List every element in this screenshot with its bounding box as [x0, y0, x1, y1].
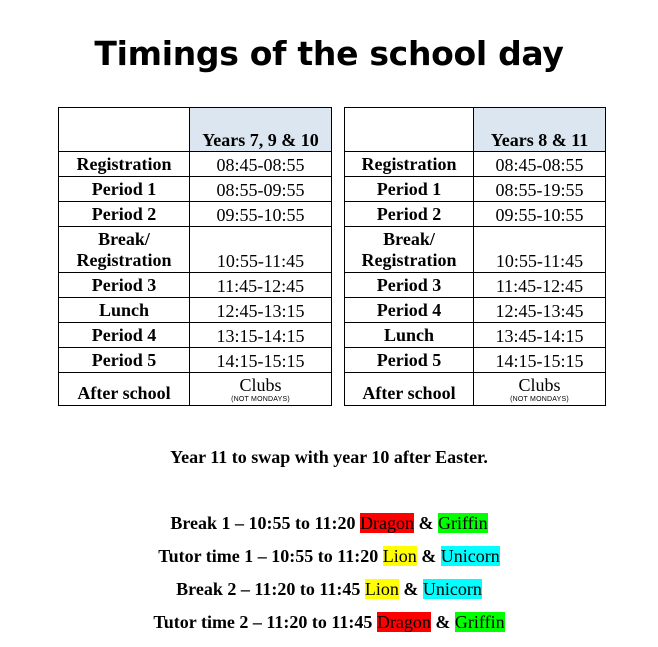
- period-label: Period 5: [345, 348, 474, 373]
- timings-table-years-8-11: [344, 107, 606, 406]
- table-row: [345, 227, 606, 273]
- period-label: Break/ Registration: [59, 227, 190, 273]
- period-label: Period 5: [59, 348, 190, 373]
- table-row: [345, 298, 606, 323]
- clubs-cell: [190, 373, 332, 406]
- house-highlight-dragon: Dragon: [376, 612, 431, 632]
- table-row: [59, 298, 332, 323]
- table-row: [345, 177, 606, 202]
- table-row: [59, 177, 332, 202]
- table-header-row: [59, 108, 332, 152]
- period-time: 08:45-08:55: [474, 152, 606, 177]
- timings-table-years-7-9-10: [58, 107, 332, 406]
- period-label: Period 1: [345, 177, 474, 202]
- schedule-line-3: [0, 578, 658, 600]
- schedule-text: Break 1 – 10:55 to 11:20: [170, 513, 360, 533]
- period-label: Period 3: [59, 273, 190, 298]
- period-time: 08:55-19:55: [474, 177, 606, 202]
- schedule-text: Tutor time 1 – 10:55 to 11:20: [158, 546, 383, 566]
- table-row: [59, 227, 332, 273]
- house-highlight-unicorn: Unicorn: [440, 546, 500, 566]
- table-row: [59, 202, 332, 227]
- clubs-label: Clubs: [239, 375, 282, 395]
- period-label: Period 4: [345, 298, 474, 323]
- table-row: [345, 152, 606, 177]
- schedule-line-1: [0, 512, 658, 534]
- page-title: Timings of the school day: [94, 34, 564, 73]
- period-time: 10:55-11:45: [474, 227, 606, 273]
- period-label: After school: [345, 373, 474, 406]
- period-label: Registration: [59, 152, 190, 177]
- schedule-line-2: [0, 545, 658, 567]
- period-label: After school: [59, 373, 190, 406]
- table-corner-cell: [345, 108, 474, 152]
- clubs-note: (NOT MONDAYS): [510, 396, 569, 403]
- table-row: [59, 348, 332, 373]
- table-header-row: [345, 108, 606, 152]
- house-highlight-unicorn: Unicorn: [422, 579, 482, 599]
- table-row: [59, 152, 332, 177]
- period-time: 14:15-15:15: [474, 348, 606, 373]
- period-label: Period 3: [345, 273, 474, 298]
- period-time: 14:15-15:15: [190, 348, 332, 373]
- period-time: 12:45-13:45: [474, 298, 606, 323]
- period-time: 08:55-09:55: [190, 177, 332, 202]
- house-highlight-griffin: Griffin: [454, 612, 505, 632]
- clubs-cell: [474, 373, 606, 406]
- house-highlight-dragon: Dragon: [360, 513, 414, 533]
- period-label: Registration: [345, 152, 474, 177]
- house-highlight-lion: Lion: [364, 579, 399, 599]
- period-time: 11:45-12:45: [474, 273, 606, 298]
- period-time: 12:45-13:15: [190, 298, 332, 323]
- period-time: 08:45-08:55: [190, 152, 332, 177]
- table-row: [345, 273, 606, 298]
- period-time: 09:55-10:55: [474, 202, 606, 227]
- period-time: 13:45-14:15: [474, 323, 606, 348]
- period-label: Lunch: [345, 323, 474, 348]
- schedule-line-4: [0, 611, 658, 633]
- schedule-joiner: &: [413, 513, 438, 533]
- table-row: [345, 348, 606, 373]
- period-time: 10:55-11:45: [190, 227, 332, 273]
- clubs-note: (NOT MONDAYS): [231, 396, 290, 403]
- period-label: Period 4: [59, 323, 190, 348]
- schedule-text: Break 2 – 11:20 to 11:45: [176, 579, 365, 599]
- period-label: Lunch: [59, 298, 190, 323]
- period-label: Period 1: [59, 177, 190, 202]
- schedule-text: Tutor time 2 – 11:20 to 11:45: [153, 612, 377, 632]
- table-row: [59, 273, 332, 298]
- period-time: 13:15-14:15: [190, 323, 332, 348]
- schedule-joiner: &: [430, 612, 455, 632]
- schedule-joiner: &: [416, 546, 441, 566]
- period-time: 09:55-10:55: [190, 202, 332, 227]
- table-row: [59, 373, 332, 406]
- house-highlight-lion: Lion: [382, 546, 417, 566]
- period-label: Period 2: [345, 202, 474, 227]
- house-highlight-griffin: Griffin: [437, 513, 488, 533]
- table-header-years: Years 7, 9 & 10: [190, 108, 332, 152]
- table-row: [345, 323, 606, 348]
- period-label: Break/ Registration: [345, 227, 474, 273]
- table-header-years: Years 8 & 11: [474, 108, 606, 152]
- swap-note: Year 11 to swap with year 10 after Easter.: [170, 447, 488, 467]
- period-label: Period 2: [59, 202, 190, 227]
- period-time: 11:45-12:45: [190, 273, 332, 298]
- clubs-label: Clubs: [518, 375, 561, 395]
- schedule-joiner: &: [398, 579, 423, 599]
- table-corner-cell: [59, 108, 190, 152]
- table-row: [59, 323, 332, 348]
- table-row: [345, 202, 606, 227]
- table-row: [345, 373, 606, 406]
